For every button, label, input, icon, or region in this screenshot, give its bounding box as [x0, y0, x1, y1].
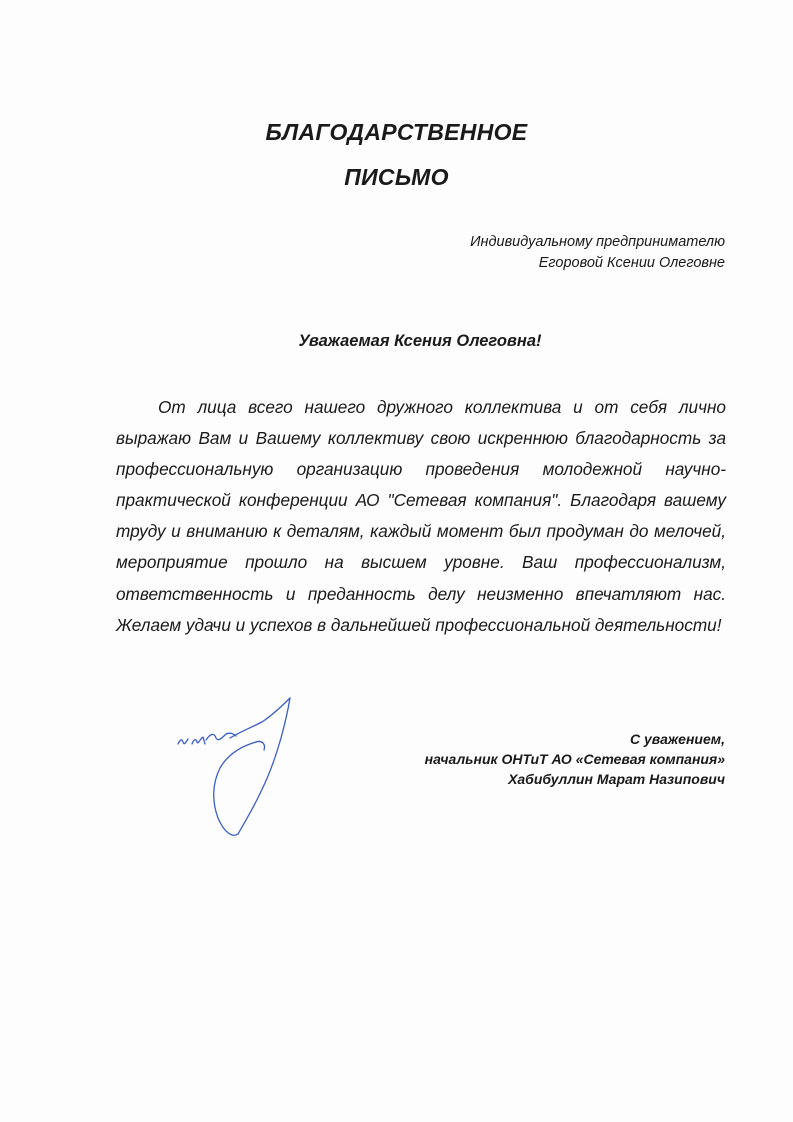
letter-title-line-1: БЛАГОДАРСТВЕННОЕ: [265, 119, 528, 145]
handwritten-signature: [170, 692, 310, 842]
signer-position: начальник ОНТиТ АО «Сетевая компания»: [424, 751, 725, 767]
letter-body: От лица всего нашего дружного коллектива и от себя лично выражаю Вам и Вашему коллективу свою искреннюю благодарность за профессиональную организацию проведения молодежной научно-практической конференции АО "Сетевая компания". Благодаря вашему труду и вниманию к деталям, каждый момент был продуман до мелочей, мероприятие прошло на высшем уровне. Ваш профессионализм, ответственность и преданность делу неизменно впечатляют нас. Желаем удачи и успехов в дальнейшей профессиональной деятельности!: [116, 397, 726, 635]
addressee-name: Егоровой Ксении Олеговне: [538, 255, 725, 271]
addressee-block: [305, 232, 725, 274]
closing-phrase: С уважением,: [630, 731, 725, 747]
signature-block: [305, 729, 725, 789]
addressee-position: Индивидуальному предпринимателю: [470, 234, 725, 250]
signer-name: Хабибуллин Марат Назипович: [508, 771, 725, 787]
salutation: Уважаемая Ксения Олеговна!: [298, 332, 542, 350]
letter-title-line-2: ПИСЬМО: [344, 164, 449, 190]
